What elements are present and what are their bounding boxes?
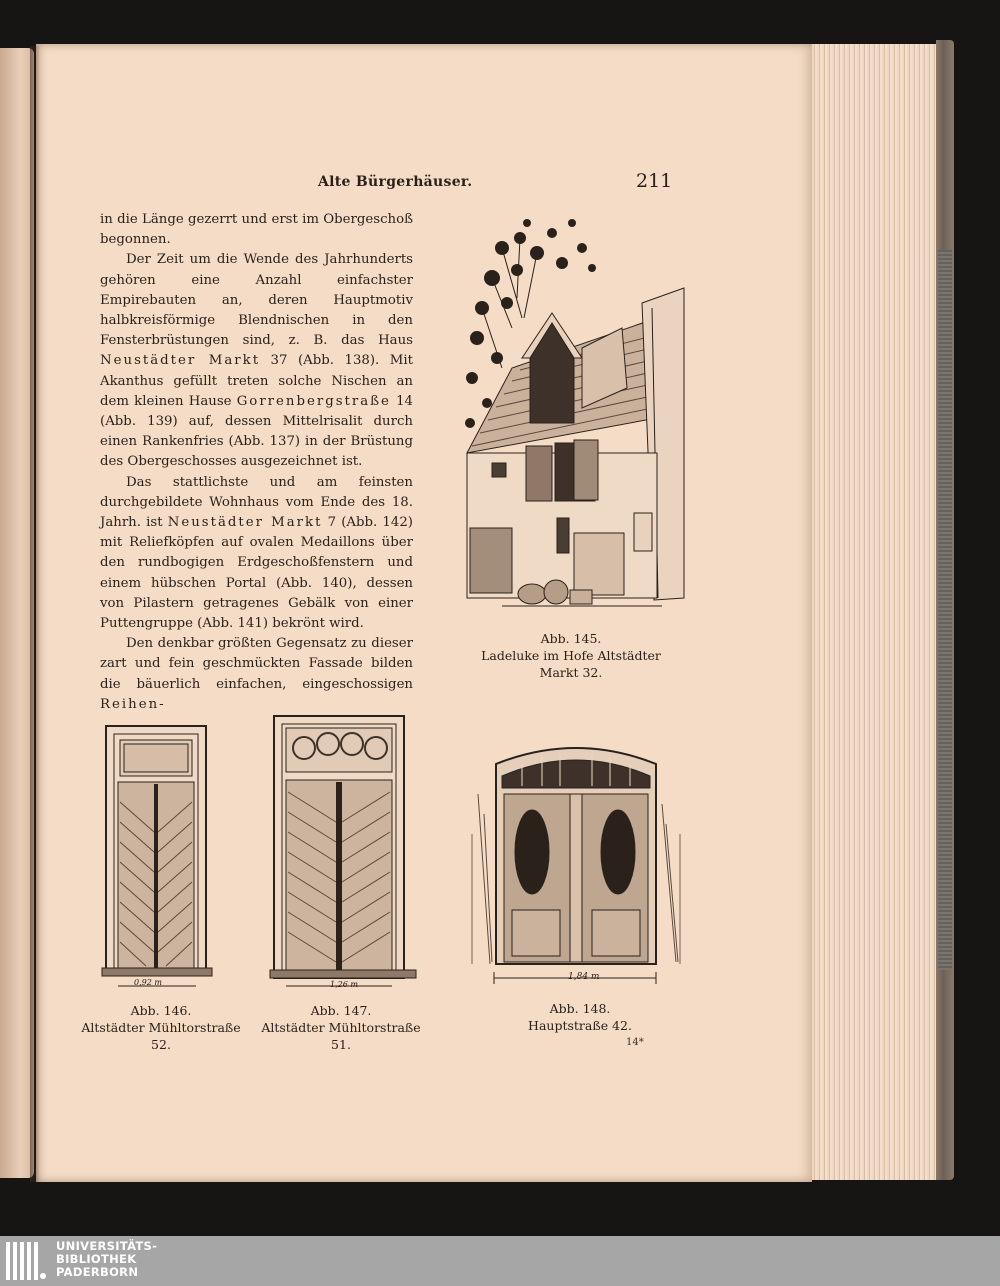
figure-148-scale: 1,84 m bbox=[568, 972, 600, 982]
library-name-line3: PADERBORN bbox=[56, 1265, 139, 1279]
figure-145-caption bbox=[468, 630, 674, 681]
signature-mark: 14* bbox=[626, 1037, 644, 1048]
spine-shadow bbox=[30, 46, 40, 1182]
figure-147-number: Abb. 147. bbox=[310, 1003, 372, 1018]
figure-148-illustration bbox=[470, 724, 682, 986]
figure-145-illustration bbox=[462, 208, 690, 616]
figure-147-title: Altstädter Mühltorstraße 51. bbox=[261, 1020, 421, 1052]
library-name bbox=[56, 1240, 157, 1279]
paragraph-2: Der Zeit um die Wende des Jahrhunderts gehören eine Anzahl einfachster Empirebauten an, deren Hauptmotiv halbkreisförmige Blendnischen in den Fensterbrüstungen sind, z. B. das Haus Neustädter Markt 37 (Abb. 138). Mit Akanthus gefüllt treten solche Nischen an dem kleinen Hause Gorrenbergstraße 14 (Abb. 139) auf, dessen Mittelrisalit durch einen Rankenfries (Abb. 137) in der Brüstung des Obergeschosses ausgezeichnet ist. bbox=[100, 252, 414, 470]
figure-148-number: Abb. 148. bbox=[549, 1001, 611, 1016]
book-cover-cloth bbox=[938, 250, 952, 970]
page-block-edges bbox=[812, 44, 942, 1180]
figure-145-number: Abb. 145. bbox=[540, 631, 602, 646]
library-name-line1: UNIVERSITÄTS- bbox=[56, 1239, 158, 1253]
figure-146-caption bbox=[78, 1002, 244, 1053]
figure-146-scale: 0,92 m bbox=[134, 978, 162, 987]
figure-147-scale: 1,26 m bbox=[330, 980, 358, 989]
figure-145-title: Ladeluke im Hofe Altstädter Markt 32. bbox=[481, 648, 661, 680]
figure-146-number: Abb. 146. bbox=[130, 1003, 192, 1018]
figure-146-illustration bbox=[100, 722, 216, 992]
running-head: Alte Bürgerhäuser. bbox=[318, 174, 473, 190]
library-name-line2: BIBLIOTHEK bbox=[56, 1252, 137, 1266]
library-footer bbox=[0, 1236, 1000, 1286]
figure-148-title: Hauptstraße 42. bbox=[528, 1018, 632, 1033]
library-logo-icon bbox=[4, 1238, 48, 1284]
figure-147-illustration bbox=[266, 712, 418, 992]
page-number: 211 bbox=[636, 170, 673, 192]
figure-148-caption bbox=[510, 1000, 650, 1034]
paragraph-1: in die Länge gezerrt und erst im Obergeschoß begonnen. bbox=[100, 212, 413, 248]
paragraph-3: Das stattlichste und am feinsten durchgebildete Wohnhaus vom Ende des 18. Jahrh. ist Neustädter Markt 7 (Abb. 142) mit Reliefköpfen auf ovalen Medaillons über den rundbogigen Erdgeschoßfenstern und einem hübschen Portal (Abb. 140), dessen von Pilastern getragenes Gebälk von einer Puttengruppe (Abb. 141) bekrönt wird. bbox=[100, 474, 413, 632]
figure-147-caption bbox=[256, 1002, 426, 1053]
left-page-edge bbox=[0, 48, 34, 1178]
figure-146-title: Altstädter Mühltorstraße 52. bbox=[81, 1020, 241, 1052]
body-text bbox=[100, 210, 413, 715]
paragraph-4: Den denkbar größten Gegensatz zu dieser zart und fein geschmückten Fassade bilden die bäuerlich einfachen, eingeschossigen Reihen- bbox=[100, 636, 413, 712]
